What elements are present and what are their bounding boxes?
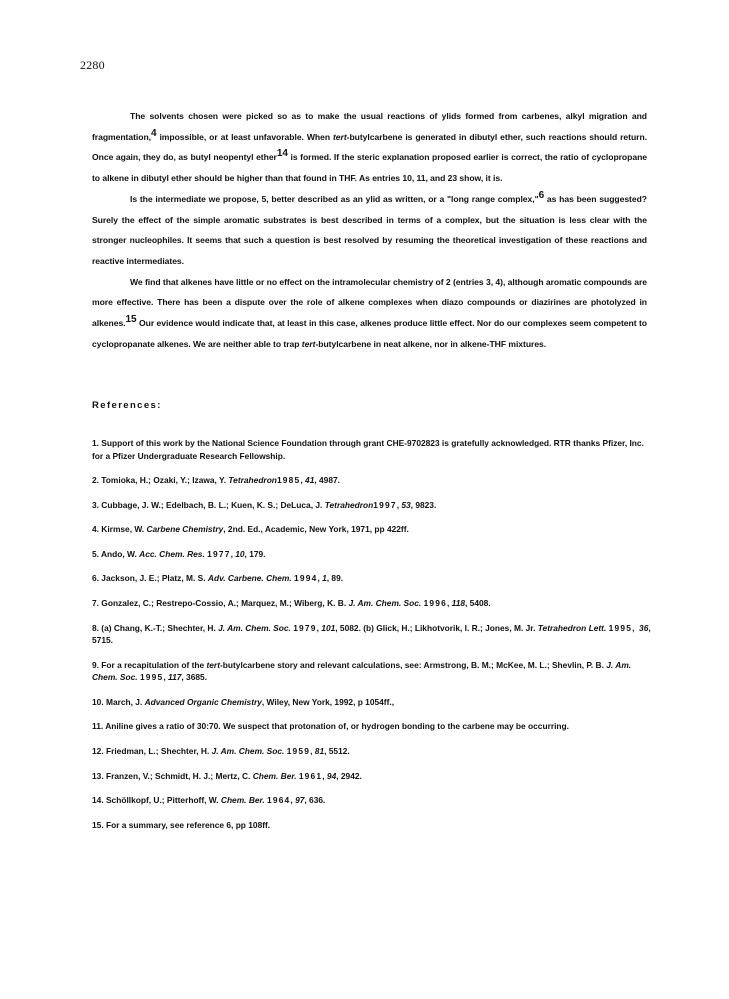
reference-item: 2. Tomioka, H.; Ozaki, Y.; Izawa, Y. Tetrahedron1985, 41, 4987. (92, 475, 340, 486)
reference-item: 8. (a) Chang, K.-T.; Shechter, H. J. Am. Chem. Soc. 1979, 101, 5082. (b) Glick, H.; Likhotvorik, I. R.; Jones, M. Jr. Tetrahedron Lett. 1995, 36, 5715. (92, 622, 651, 646)
citation-superscript: 14 (276, 148, 288, 160)
body-text (92, 106, 647, 354)
reference-item: 6. Jackson, J. E.; Platz, M. S. Adv. Carbene. Chem. 1994, 1, 89. (92, 573, 344, 584)
paragraph-2: Is the intermediate we propose, 5, better described as an ylid as written, or a "long range complex,"$^6$ as has been suggested? Surely the effect of the simple aromatic substrates is best described in terms of a complex, but the situation is less clear with the stronger nucleophiles. It seems that such a question is best resolved by resuming the theoretical investigation of these reactions and reactive intermediates. (92, 189, 647, 266)
reference-item: 4. Kirmse, W. Carbene Chemistry, 2nd. Ed., Academic, New York, 1971, pp 422ff. (92, 524, 409, 535)
reference-item: 10. March, J. Advanced Organic Chemistry, Wiley, New York, 1992, p 1054ff., (92, 696, 395, 707)
reference-item: 5. Ando, W. Acc. Chem. Res. 1977, 10, 179. (92, 548, 266, 559)
references-list (92, 437, 652, 843)
paragraph-3: We find that alkenes have little or no effect on the intramolecular chemistry of 2 (entries 3, 4), although aromatic compounds are more effective. There has been a dispute over the role of alkene complexes when diazo compounds or diazirines are photolyzed in alkenes.$^{15}$ Our evidence would indicate that, at least in this case, alkenes produce little effect. Nor do our complexes seem competent to cyclopropanate alkenes. We are neither able to trap tert-butylcarbene in neat alkene, nor in alkene-THF mixtures. (92, 276, 647, 349)
reference-item: 11. Aniline gives a ratio of 30:70. We suspect that protonation of, or hydrogen bonding to the carbene may be occurring. (92, 721, 569, 732)
reference-item: 9. For a recapitulation of the tert-butylcarbene story and relevant calculations, see: Armstrong, B. M.; McKee, M. L.; Shevlin, P. B. J. Am. Chem. Soc. 1995, 117, 3685. (92, 659, 632, 683)
reference-item: 7. Gonzalez, C.; Restrepo-Cossio, A.; Marquez, M.; Wiberg, K. B. J. Am. Chem. Soc. 1996, 118, 5408. (92, 598, 491, 609)
reference-item: 3. Cubbage, J. W.; Edelbach, B. L.; Kuen, K. S.; DeLuca, J. Tetrahedron1997, 53, 9823. (92, 499, 437, 510)
paragraph-1: The solvents chosen were picked so as to make the usual reactions of ylids formed from carbenes, alkyl migration and fragmentation,$^4$ impossible, or at least unfavorable. When tert-butylcarbene is generated in dibutyl ether, such reactions should return. Once again, they do, as butyl neopentyl ether$^{14}$ is formed. If the steric explanation proposed earlier is correct, the ratio of cyclopropane to alkene in dibutyl ether should be higher than that found in THF. As entries 10, 11, and 23 show, it is. (92, 111, 647, 184)
references-heading: References: (92, 400, 162, 411)
citation-superscript: 6 (538, 189, 545, 201)
citation-superscript: 4 (150, 127, 157, 139)
reference-item: 14. Schöllkopf, U.; Pitterhoff, W. Chem. Ber. 1964, 97, 636. (92, 795, 326, 806)
page-number: 2280 (80, 58, 105, 72)
reference-item: 12. Friedman, L.; Shechter, H. J. Am. Chem. Soc. 1959, 81, 5512. (92, 746, 350, 757)
reference-item: 15. For a summary, see reference 6, pp 108ff. (92, 819, 271, 830)
reference-item: 13. Franzen, V.; Schmidt, H. J.; Mertz, C. Chem. Ber. 1961, 94, 2942. (92, 770, 362, 781)
citation-superscript: 15 (125, 314, 137, 326)
reference-item: 1. Support of this work by the National Science Foundation through grant CHE-9702823 is gratefully acknowledged. RTR thanks Pfizer, Inc. for a Pfizer Undergraduate Research Fellowship. (92, 438, 644, 461)
